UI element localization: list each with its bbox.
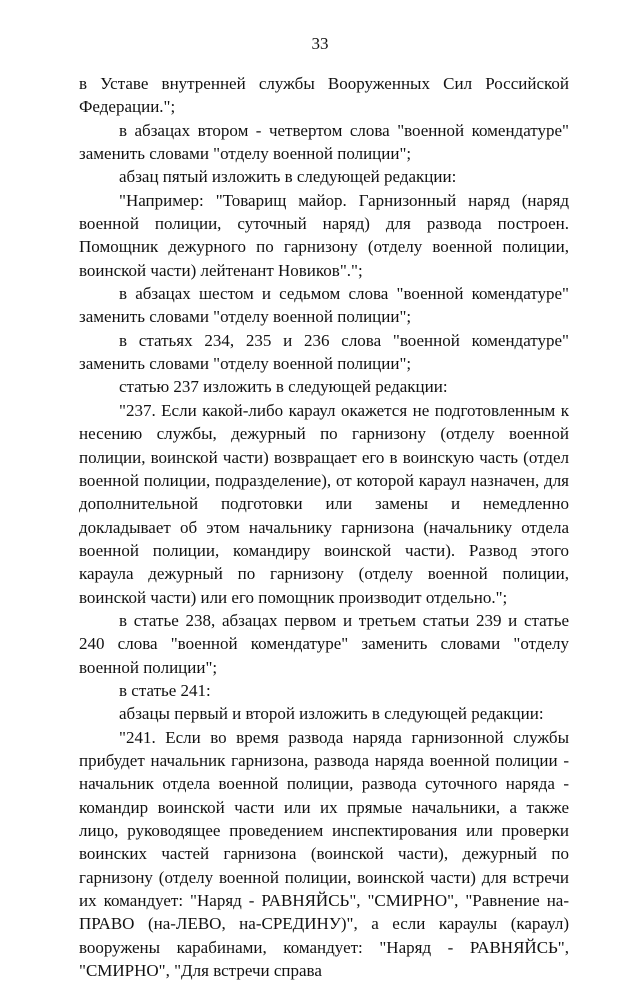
paragraph: абзац пятый изложить в следующей редакции: [119, 167, 457, 187]
paragraph: в статьях 234, 235 и 236 слова "военной комендатуре" заменить словами "отделу военной полиции"; [79, 330, 569, 374]
paragraph: в абзацах шестом и седьмом слова "военной комендатуре" заменить словами "отделу военной полиции"; [79, 284, 569, 327]
paragraph: "241. Если во время развода наряда гарнизонной службы прибудет начальник гарнизона, развода наряда военной полиции - начальник отдела военной полиции, развода суточного наряда - командир воинской части или их прямые начальники, а также лицо, руководящее проведением инспектирования или проверки воинских частей гарнизона (воинской части), дежурный по гарнизону (отделу военной полиции, воинской части) для встречи их командует: "Наряд - РАВНЯЙСЬ", "СМИРНО", "Равнение на-ПРАВО (на-ЛЕВО, на-СРЕДИНУ)", а если караулы (караул) вооружены карабинами, командует: "Наряд - РАВНЯЙСЬ", "СМИРНО", "Для встречи справа [79, 727, 569, 981]
page-number: 33 [311, 34, 329, 53]
paragraph: абзацы первый и второй изложить в следующей редакции: [119, 704, 544, 724]
document-body [79, 72, 569, 982]
paragraph: "237. Если какой-либо караул окажется не подготовленным к несению службы, дежурный по гарнизону (отделу военной полиции, воинской части) возвращает его в воинскую часть (отдел военной полиции, подразделение), от которой караул назначен, для дополнительной подготовки или замены и немедленно докладывает об этом начальнику гарнизона (начальнику отдела военной полиции, командиру воинской части). Развод этого караула дежурный по гарнизону (отделу военной полиции, воинской части) или его помощник производит отдельно."; [79, 400, 569, 607]
paragraph: "Например: "Товарищ майор. Гарнизонный наряд (наряд военной полиции, суточный наряд) для развода построен. Помощник дежурного по гарнизону (отделу военной полиции, воинской части) лейтенант Новиков"."; [79, 190, 569, 280]
paragraph: в абзацах втором - четвертом слова "военной комендатуре" заменить словами "отделу военной полиции"; [79, 120, 569, 164]
paragraph: в статье 241: [119, 680, 211, 700]
paragraph: в статье 238, абзацах первом и третьем статьи 239 и статье 240 слова "военной комендатуре" заменить словами "отделу военной полиции"; [79, 610, 569, 677]
paragraph: в Уставе внутренней службы Вооруженных Сил Российской Федерации."; [79, 74, 569, 117]
paragraph: статью 237 изложить в следующей редакции: [119, 377, 448, 397]
